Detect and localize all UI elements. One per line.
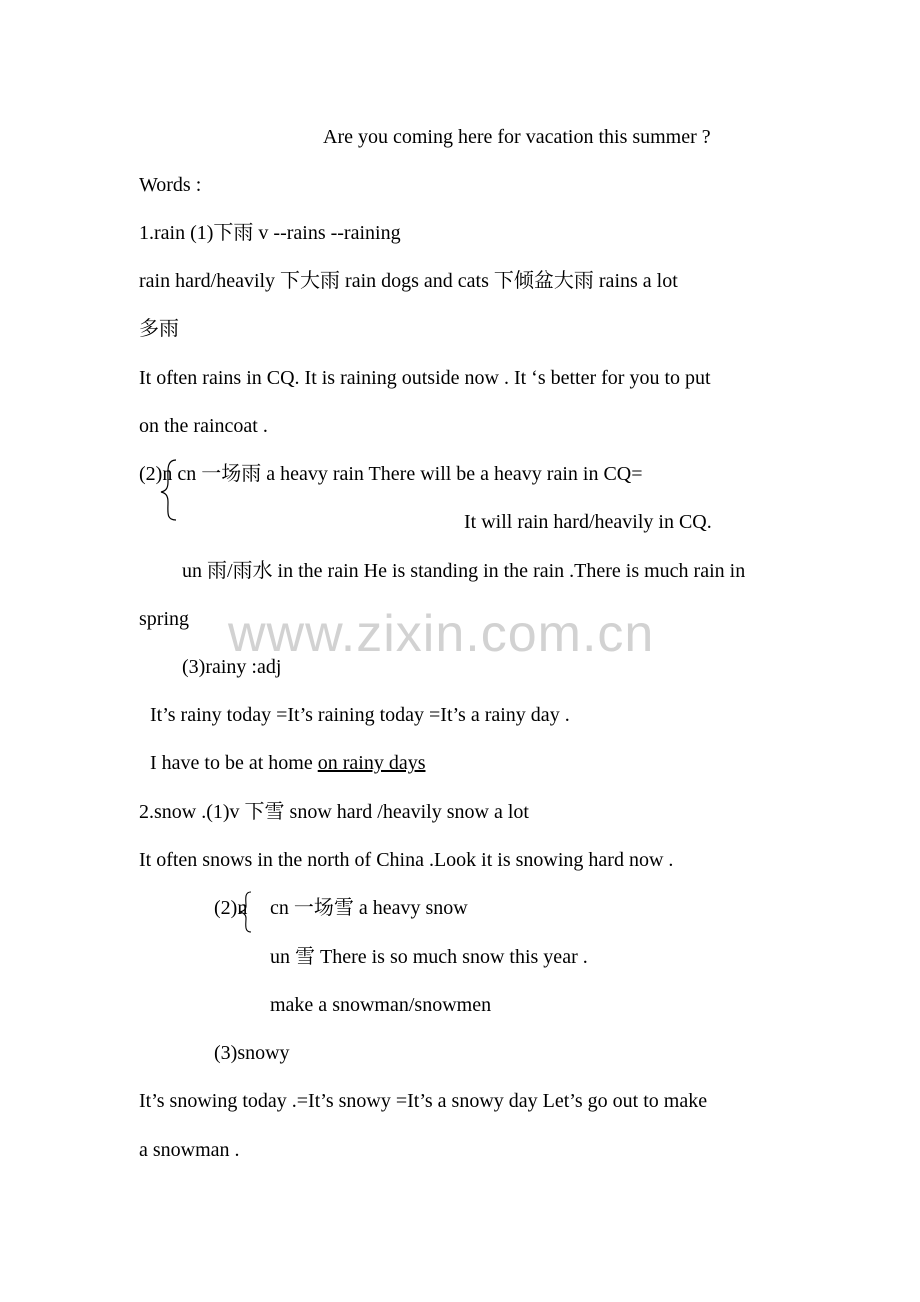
rain-line-7: It will rain hard/heavily in CQ. bbox=[464, 511, 712, 533]
watermark: www.zixin.com.cn bbox=[228, 605, 655, 663]
snow-line-2: It often snows in the north of China .Look it is snowing hard now . bbox=[139, 849, 674, 871]
snow-brace-icon bbox=[238, 890, 254, 934]
rain-line-1: 1.rain (1)下雨 v --rains --raining bbox=[139, 222, 401, 244]
words-heading: Words : bbox=[139, 174, 202, 196]
rain-line-2: rain hard/heavily 下大雨 rain dogs and cats 下倾盆大雨 rains a lot bbox=[139, 270, 678, 292]
page-title: Are you coming here for vacation this summer ? bbox=[323, 126, 711, 148]
rain-line-8: un 雨/雨水 in the rain He is standing in the rain .There is much rain in bbox=[182, 560, 746, 582]
snow-line-8: a snowman . bbox=[139, 1139, 240, 1161]
snow-line-4: un 雪 There is so much snow this year . bbox=[270, 946, 588, 968]
rain-line-12 bbox=[150, 751, 425, 775]
snow-line-5: make a snowman/snowmen bbox=[270, 994, 492, 1016]
snow-line-1: 2.snow .(1)v 下雪 snow hard /heavily snow a lot bbox=[139, 801, 529, 823]
rain-brace-icon bbox=[158, 458, 180, 524]
rain-line-12-prefix: I have to be at home bbox=[150, 752, 318, 774]
rain-line-6: (2)n cn 一场雨 a heavy rain There will be a heavy rain in CQ= bbox=[139, 463, 643, 485]
rain-line-12-underlined: on rainy days bbox=[317, 752, 426, 774]
snow-line-7: It’s snowing today .=It’s snowy =It’s a snowy day Let’s go out to make bbox=[139, 1090, 708, 1112]
rain-line-11: It’s rainy today =It’s raining today =It’s a rainy day . bbox=[150, 704, 570, 726]
rain-line-10: (3)rainy :adj bbox=[182, 656, 282, 678]
rain-line-3: 多雨 bbox=[139, 318, 179, 340]
rain-line-5: on the raincoat . bbox=[139, 415, 268, 437]
rain-line-4: It often rains in CQ. It is raining outside now . It ‘s better for you to put bbox=[139, 367, 711, 389]
snow-line-6: (3)snowy bbox=[214, 1042, 290, 1064]
snow-line-3b: cn 一场雪 a heavy snow bbox=[270, 897, 468, 919]
rain-line-9: spring bbox=[139, 608, 189, 630]
snow-line-3a: (2)n bbox=[214, 897, 248, 919]
